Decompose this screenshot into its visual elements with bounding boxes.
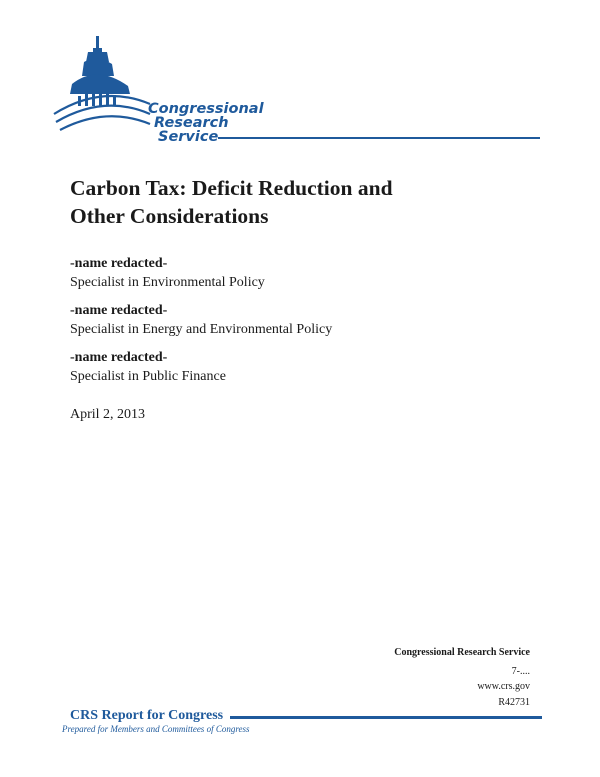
logo-line-2: Research — [154, 115, 229, 131]
report-number: R42731 — [498, 696, 530, 708]
footer-title: CRS Report for Congress — [70, 708, 224, 723]
title-line-2: Other Considerations — [70, 204, 269, 228]
logo-divider — [218, 137, 540, 139]
author-name: -name redacted- — [70, 350, 168, 365]
author-role: Specialist in Environmental Policy — [70, 275, 265, 290]
logo-line-3: Service — [158, 129, 219, 145]
author-list — [70, 254, 332, 395]
crs-logo — [52, 34, 542, 146]
author-role: Specialist in Energy and Environmental Policy — [70, 322, 333, 337]
crs-org-name: Congressional Research Service — [394, 647, 530, 658]
report-date: April 2, 2013 — [70, 407, 146, 422]
author-name: -name redacted- — [70, 256, 168, 271]
crs-url[interactable]: www.crs.gov — [477, 681, 530, 692]
footer-divider — [230, 716, 542, 719]
author-role: Specialist in Public Finance — [70, 369, 226, 384]
author-name: -name redacted- — [70, 303, 168, 318]
crs-code: 7-.... — [511, 665, 530, 677]
author-entry — [70, 254, 332, 292]
author-entry — [70, 348, 332, 386]
footer-subtitle: Prepared for Members and Committees of Congress — [62, 724, 250, 734]
title-line-1: Carbon Tax: Deficit Reduction and — [70, 176, 393, 200]
report-title — [70, 174, 393, 230]
author-entry — [70, 301, 332, 339]
logo-line-1: Congressional — [148, 101, 264, 117]
crs-info-block — [394, 645, 530, 710]
capitol-dome-icon — [52, 34, 152, 146]
